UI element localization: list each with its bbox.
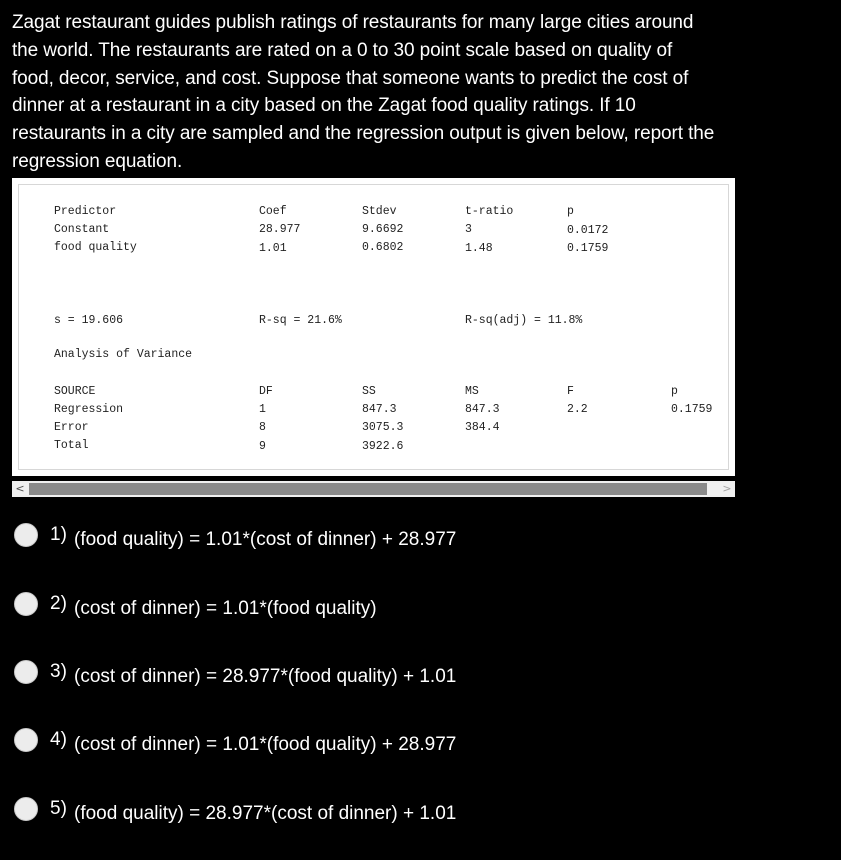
- question-line: restaurants in a city are sampled and the regression output is given below, report the: [12, 123, 715, 145]
- option-text: (cost of dinner) = 28.977*(food quality) + 1.01: [74, 666, 457, 687]
- anova-header-p: p: [671, 385, 678, 398]
- anova-error-source: Error: [54, 421, 89, 434]
- answer-option-2[interactable]: [14, 592, 614, 622]
- answer-option-1[interactable]: [14, 523, 614, 553]
- row-constant-predictor: Constant: [54, 223, 110, 236]
- question-line: Zagat restaurant guides publish ratings of restaurants for many large cities around: [12, 12, 694, 33]
- row-constant-p: 0.0172: [567, 224, 609, 237]
- question-line: the world. The restaurants are rated on a 0 to 30 point scale based on quality of: [12, 39, 673, 61]
- anova-total-source: Total: [54, 439, 89, 452]
- scroll-right-icon[interactable]: >: [722, 482, 732, 495]
- row-constant-t-ratio: 3: [465, 223, 472, 236]
- regression-output-frame: [18, 184, 729, 470]
- anova-error-ms: 384.4: [465, 421, 500, 434]
- header-predictor: Predictor: [54, 205, 117, 218]
- option-number: 2): [50, 593, 67, 614]
- radio-button[interactable]: [14, 660, 38, 684]
- scroll-left-icon[interactable]: <: [15, 482, 25, 495]
- stat-r-sq: R-sq = 21.6%: [259, 314, 342, 327]
- row-food-quality-t-ratio: 1.48: [465, 242, 493, 255]
- anova-regression-ms: 847.3: [465, 403, 500, 416]
- option-text: (cost of dinner) = 1.01*(food quality) + 28.977: [74, 734, 457, 755]
- option-number: 1): [50, 524, 67, 545]
- header-p: p: [567, 205, 574, 218]
- question-line: food, decor, service, and cost. Suppose that someone wants to predict the cost of: [12, 67, 689, 89]
- anova-regression-p: 0.1759: [671, 403, 713, 416]
- option-text: (food quality) = 1.01*(cost of dinner) + 28.977: [74, 529, 457, 550]
- answer-option-4[interactable]: [14, 728, 614, 758]
- radio-button[interactable]: [14, 797, 38, 821]
- anova-regression-ss: 847.3: [362, 403, 397, 416]
- anova-total-ss: 3922.6: [362, 440, 404, 453]
- option-text: (cost of dinner) = 1.01*(food quality): [74, 598, 377, 619]
- radio-button[interactable]: [14, 592, 38, 616]
- anova-header-source: SOURCE: [54, 385, 96, 398]
- option-number: 3): [50, 661, 67, 682]
- anova-header-df: DF: [259, 385, 273, 398]
- stat-r-sq-adj: R-sq(adj) = 11.8%: [465, 314, 583, 327]
- row-food-quality-stdev: 0.6802: [362, 241, 404, 254]
- option-number: 4): [50, 729, 67, 750]
- anova-header-ss: SS: [362, 385, 376, 398]
- row-constant-stdev: 9.6692: [362, 223, 404, 236]
- anova-total-df: 9: [259, 440, 266, 453]
- row-constant-coef: 28.977: [259, 223, 301, 236]
- scrollbar-thumb[interactable]: [29, 483, 707, 495]
- radio-button[interactable]: [14, 728, 38, 752]
- regression-output-panel: [12, 178, 735, 476]
- anova-regression-f: 2.2: [567, 403, 588, 416]
- row-food-quality-p: 0.1759: [567, 242, 609, 255]
- anova-error-df: 8: [259, 421, 266, 434]
- anova-title: Analysis of Variance: [54, 348, 193, 361]
- stat-s: s = 19.606: [54, 314, 124, 327]
- radio-button[interactable]: [14, 523, 38, 547]
- header-t-ratio: t-ratio: [465, 205, 514, 218]
- option-text: (food quality) = 28.977*(cost of dinner) + 1.01: [74, 803, 457, 824]
- anova-regression-df: 1: [259, 403, 266, 416]
- answer-option-3[interactable]: [14, 660, 614, 690]
- anova-error-ss: 3075.3: [362, 421, 404, 434]
- anova-header-ms: MS: [465, 385, 479, 398]
- option-number: 5): [50, 798, 67, 819]
- row-food-quality-coef: 1.01: [259, 242, 287, 255]
- header-coef: Coef: [259, 205, 287, 218]
- question-line: regression equation.: [12, 150, 183, 172]
- horizontal-scrollbar[interactable]: [12, 481, 735, 497]
- row-food-quality-predictor: food quality: [54, 241, 137, 254]
- header-stdev: Stdev: [362, 205, 397, 218]
- question-text: [12, 9, 832, 176]
- anova-regression-source: Regression: [54, 403, 124, 416]
- question-line: dinner at a restaurant in a city based on the Zagat food quality ratings. If 10: [12, 95, 636, 117]
- anova-header-f: F: [567, 385, 574, 398]
- answer-option-5[interactable]: [14, 797, 614, 827]
